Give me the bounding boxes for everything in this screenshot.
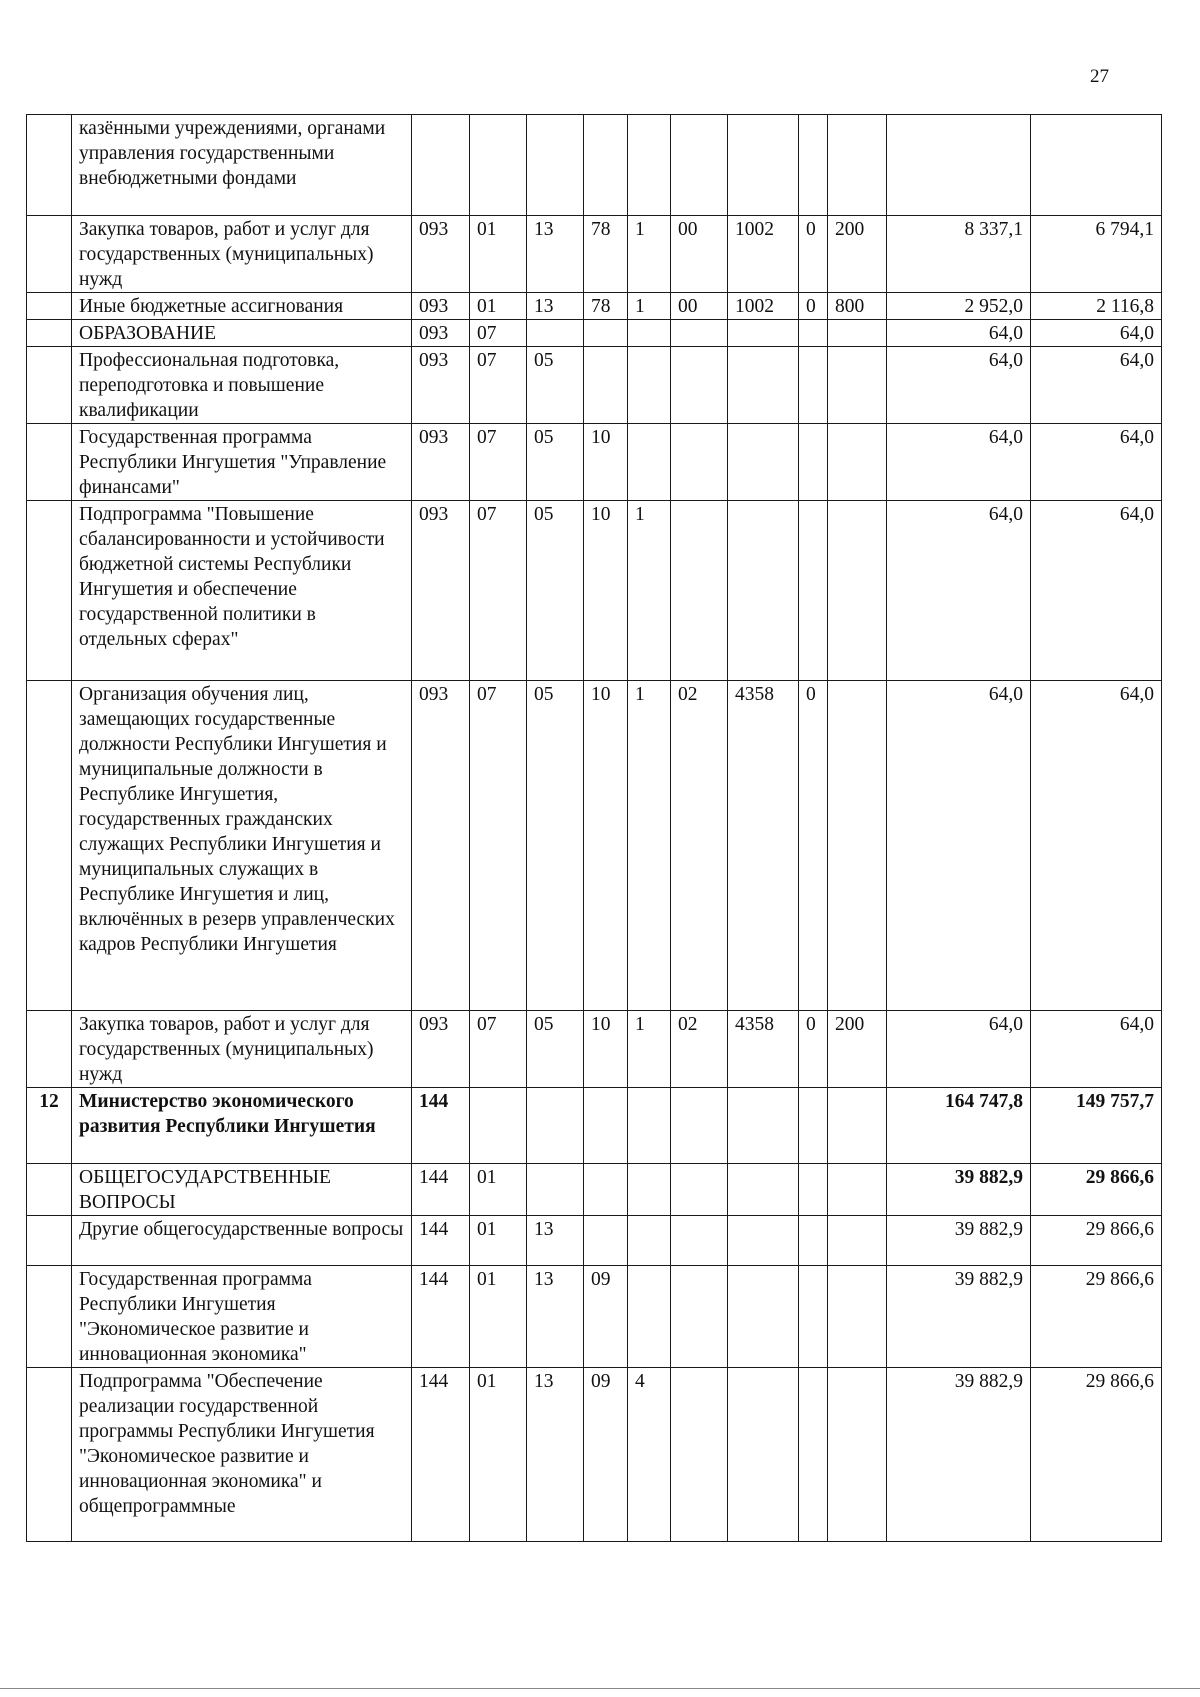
row-name: Государственная программа Республики Ингушетия "Экономическое развитие и инновационная экономика" xyxy=(72,1266,412,1368)
code-program: 78 xyxy=(584,216,628,293)
amount-2020: 64,0 xyxy=(1031,1011,1162,1088)
code-extra xyxy=(799,115,828,216)
amount-2020: 6 794,1 xyxy=(1031,216,1162,293)
code-extra xyxy=(799,320,828,347)
row-number xyxy=(27,1216,72,1266)
code-event xyxy=(671,1216,728,1266)
code-event xyxy=(671,320,728,347)
row-name: Подпрограмма "Повышение сбалансированности и устойчивости бюджетной системы Республики Ингушетия и обеспечение государственной политики в отдельных сферах" xyxy=(72,501,412,681)
code-ministry: 093 xyxy=(412,501,470,681)
code-subsection: 13 xyxy=(527,293,584,320)
code-section: 07 xyxy=(470,424,527,501)
amount-2020 xyxy=(1031,115,1162,216)
code-subsection: 05 xyxy=(527,1011,584,1088)
table-row xyxy=(27,424,1162,501)
code-extra xyxy=(799,1216,828,1266)
code-subprogram: 1 xyxy=(628,681,671,1011)
row-number xyxy=(27,681,72,1011)
code-program xyxy=(584,1216,628,1266)
code-section: 07 xyxy=(470,1011,527,1088)
amount-2020: 64,0 xyxy=(1031,681,1162,1011)
code-direction xyxy=(728,1088,799,1164)
amount-2020: 64,0 xyxy=(1031,320,1162,347)
row-name: Профессиональная подготовка, переподготовка и повышение квалификации xyxy=(72,347,412,424)
amount-2019: 64,0 xyxy=(887,320,1031,347)
code-subsection: 13 xyxy=(527,216,584,293)
amount-2020: 64,0 xyxy=(1031,501,1162,681)
page-bottom-edge xyxy=(0,1688,1200,1689)
code-direction xyxy=(728,424,799,501)
table-row xyxy=(27,320,1162,347)
code-ministry: 093 xyxy=(412,320,470,347)
code-expense-type xyxy=(828,320,887,347)
table-row xyxy=(27,1164,1162,1216)
code-section: 07 xyxy=(470,501,527,681)
code-extra xyxy=(799,424,828,501)
amount-2020: 64,0 xyxy=(1031,347,1162,424)
code-section: 01 xyxy=(470,1164,527,1216)
table-row xyxy=(27,681,1162,1011)
code-program: 10 xyxy=(584,501,628,681)
table-row xyxy=(27,115,1162,216)
row-name: Министерство экономического развития Республики Ингушетия xyxy=(72,1088,412,1164)
amount-2019: 64,0 xyxy=(887,1011,1031,1088)
code-direction xyxy=(728,1216,799,1266)
code-extra xyxy=(799,1164,828,1216)
row-number xyxy=(27,1164,72,1216)
code-subsection: 05 xyxy=(527,681,584,1011)
code-subprogram xyxy=(628,424,671,501)
code-subsection: 05 xyxy=(527,424,584,501)
code-expense-type xyxy=(828,681,887,1011)
row-number xyxy=(27,1011,72,1088)
code-extra xyxy=(799,347,828,424)
code-section xyxy=(470,115,527,216)
page-number: 27 xyxy=(1090,66,1109,87)
row-number xyxy=(27,320,72,347)
code-ministry: 093 xyxy=(412,216,470,293)
code-subsection xyxy=(527,320,584,347)
code-section: 01 xyxy=(470,216,527,293)
code-expense-type xyxy=(828,347,887,424)
code-expense-type: 200 xyxy=(828,216,887,293)
code-subprogram xyxy=(628,1266,671,1368)
row-number: 12 xyxy=(27,1088,72,1164)
code-expense-type xyxy=(828,1216,887,1266)
code-subsection xyxy=(527,1088,584,1164)
code-program: 10 xyxy=(584,424,628,501)
code-ministry: 093 xyxy=(412,424,470,501)
row-name: Подпрограмма "Обеспечение реализации государственной программы Республики Ингушетия "Экономическое развитие и инновационная экономика" и общепрограммные xyxy=(72,1368,412,1542)
code-extra: 0 xyxy=(799,1011,828,1088)
table-row xyxy=(27,293,1162,320)
code-expense-type xyxy=(828,424,887,501)
code-extra: 0 xyxy=(799,293,828,320)
row-number xyxy=(27,293,72,320)
code-expense-type xyxy=(828,501,887,681)
row-number xyxy=(27,1368,72,1542)
code-expense-type: 200 xyxy=(828,1011,887,1088)
code-expense-type: 800 xyxy=(828,293,887,320)
code-section: 07 xyxy=(470,681,527,1011)
table-row xyxy=(27,1088,1162,1164)
code-subsection: 05 xyxy=(527,347,584,424)
code-direction xyxy=(728,501,799,681)
code-subprogram xyxy=(628,347,671,424)
code-expense-type xyxy=(828,1088,887,1164)
row-number xyxy=(27,115,72,216)
code-ministry: 144 xyxy=(412,1368,470,1542)
budget-table xyxy=(26,114,1162,1542)
code-event xyxy=(671,1266,728,1368)
code-event xyxy=(671,424,728,501)
code-extra: 0 xyxy=(799,216,828,293)
code-section: 07 xyxy=(470,347,527,424)
row-number xyxy=(27,1266,72,1368)
code-event xyxy=(671,1088,728,1164)
code-ministry xyxy=(412,115,470,216)
code-ministry: 093 xyxy=(412,293,470,320)
row-number xyxy=(27,216,72,293)
code-subsection xyxy=(527,115,584,216)
amount-2019: 39 882,9 xyxy=(887,1368,1031,1542)
amount-2020: 29 866,6 xyxy=(1031,1164,1162,1216)
code-program: 10 xyxy=(584,1011,628,1088)
code-direction xyxy=(728,115,799,216)
row-name: ОБЩЕГОСУДАРСТВЕННЫЕ ВОПРОСЫ xyxy=(72,1164,412,1216)
row-name: Закупка товаров, работ и услуг для государственных (муниципальных) нужд xyxy=(72,1011,412,1088)
code-event xyxy=(671,115,728,216)
code-section: 01 xyxy=(470,1266,527,1368)
amount-2019: 64,0 xyxy=(887,501,1031,681)
code-subprogram: 4 xyxy=(628,1368,671,1542)
code-subsection: 05 xyxy=(527,501,584,681)
code-subprogram xyxy=(628,1164,671,1216)
row-number xyxy=(27,347,72,424)
table-body xyxy=(27,115,1162,1542)
code-extra xyxy=(799,501,828,681)
amount-2019: 39 882,9 xyxy=(887,1216,1031,1266)
amount-2019 xyxy=(887,115,1031,216)
code-section: 07 xyxy=(470,320,527,347)
code-extra xyxy=(799,1368,828,1542)
code-event: 00 xyxy=(671,216,728,293)
code-event: 02 xyxy=(671,681,728,1011)
code-subprogram: 1 xyxy=(628,501,671,681)
code-subprogram xyxy=(628,1216,671,1266)
amount-2020: 29 866,6 xyxy=(1031,1266,1162,1368)
code-subsection: 13 xyxy=(527,1368,584,1542)
code-ministry: 144 xyxy=(412,1164,470,1216)
code-extra xyxy=(799,1088,828,1164)
row-name: Государственная программа Республики Ингушетия "Управление финансами" xyxy=(72,424,412,501)
code-event xyxy=(671,501,728,681)
amount-2019: 2 952,0 xyxy=(887,293,1031,320)
code-ministry: 093 xyxy=(412,1011,470,1088)
table-row xyxy=(27,501,1162,681)
code-direction xyxy=(728,1164,799,1216)
code-subsection: 13 xyxy=(527,1216,584,1266)
row-name: Другие общегосударственные вопросы xyxy=(72,1216,412,1266)
table-row xyxy=(27,1266,1162,1368)
code-program xyxy=(584,1164,628,1216)
code-event xyxy=(671,1368,728,1542)
table-row xyxy=(27,216,1162,293)
amount-2019: 39 882,9 xyxy=(887,1266,1031,1368)
table-row xyxy=(27,1368,1162,1542)
code-ministry: 144 xyxy=(412,1266,470,1368)
code-ministry: 093 xyxy=(412,347,470,424)
code-section: 01 xyxy=(470,293,527,320)
code-direction: 1002 xyxy=(728,293,799,320)
amount-2019: 164 747,8 xyxy=(887,1088,1031,1164)
amount-2019: 64,0 xyxy=(887,681,1031,1011)
code-expense-type xyxy=(828,1266,887,1368)
code-subprogram: 1 xyxy=(628,216,671,293)
row-name: Организация обучения лиц, замещающих государственные должности Республики Ингушетия и муниципальные должности в Республике Ингушетия, государственных гражданских служащих Республики Ингушетия и муниципальных служащих в Республике Ингушетия и лиц, включённых в резерв управленческих кадров Республики Ингушетия xyxy=(72,681,412,1011)
code-program xyxy=(584,320,628,347)
code-event xyxy=(671,347,728,424)
amount-2019: 64,0 xyxy=(887,424,1031,501)
code-ministry: 093 xyxy=(412,681,470,1011)
row-number xyxy=(27,424,72,501)
amount-2020: 149 757,7 xyxy=(1031,1088,1162,1164)
code-program xyxy=(584,115,628,216)
code-extra: 0 xyxy=(799,681,828,1011)
code-program: 09 xyxy=(584,1266,628,1368)
code-program xyxy=(584,1088,628,1164)
code-subprogram xyxy=(628,1088,671,1164)
code-direction: 1002 xyxy=(728,216,799,293)
code-subsection: 13 xyxy=(527,1266,584,1368)
code-direction: 4358 xyxy=(728,681,799,1011)
table-row xyxy=(27,347,1162,424)
table-row xyxy=(27,1011,1162,1088)
code-ministry: 144 xyxy=(412,1216,470,1266)
row-name: ОБРАЗОВАНИЕ xyxy=(72,320,412,347)
amount-2020: 29 866,6 xyxy=(1031,1216,1162,1266)
code-subprogram: 1 xyxy=(628,1011,671,1088)
amount-2019: 8 337,1 xyxy=(887,216,1031,293)
code-direction: 4358 xyxy=(728,1011,799,1088)
code-program xyxy=(584,347,628,424)
code-program: 10 xyxy=(584,681,628,1011)
code-subsection xyxy=(527,1164,584,1216)
code-event: 02 xyxy=(671,1011,728,1088)
code-subprogram: 1 xyxy=(628,293,671,320)
amount-2020: 64,0 xyxy=(1031,424,1162,501)
amount-2020: 29 866,6 xyxy=(1031,1368,1162,1542)
code-expense-type xyxy=(828,1368,887,1542)
code-direction xyxy=(728,1368,799,1542)
code-direction xyxy=(728,1266,799,1368)
code-section: 01 xyxy=(470,1368,527,1542)
code-direction xyxy=(728,320,799,347)
code-event: 00 xyxy=(671,293,728,320)
code-subprogram xyxy=(628,320,671,347)
code-program: 78 xyxy=(584,293,628,320)
code-program: 09 xyxy=(584,1368,628,1542)
row-name: Иные бюджетные ассигнования xyxy=(72,293,412,320)
code-section xyxy=(470,1088,527,1164)
code-expense-type xyxy=(828,1164,887,1216)
code-direction xyxy=(728,347,799,424)
code-extra xyxy=(799,1266,828,1368)
row-name: Закупка товаров, работ и услуг для государственных (муниципальных) нужд xyxy=(72,216,412,293)
row-name: казёнными учреждениями, органами управления государственными внебюджетными фондами xyxy=(72,115,412,216)
row-number xyxy=(27,501,72,681)
table-row xyxy=(27,1216,1162,1266)
amount-2020: 2 116,8 xyxy=(1031,293,1162,320)
code-expense-type xyxy=(828,115,887,216)
code-ministry: 144 xyxy=(412,1088,470,1164)
amount-2019: 39 882,9 xyxy=(887,1164,1031,1216)
code-event xyxy=(671,1164,728,1216)
code-subprogram xyxy=(628,115,671,216)
code-section: 01 xyxy=(470,1216,527,1266)
amount-2019: 64,0 xyxy=(887,347,1031,424)
